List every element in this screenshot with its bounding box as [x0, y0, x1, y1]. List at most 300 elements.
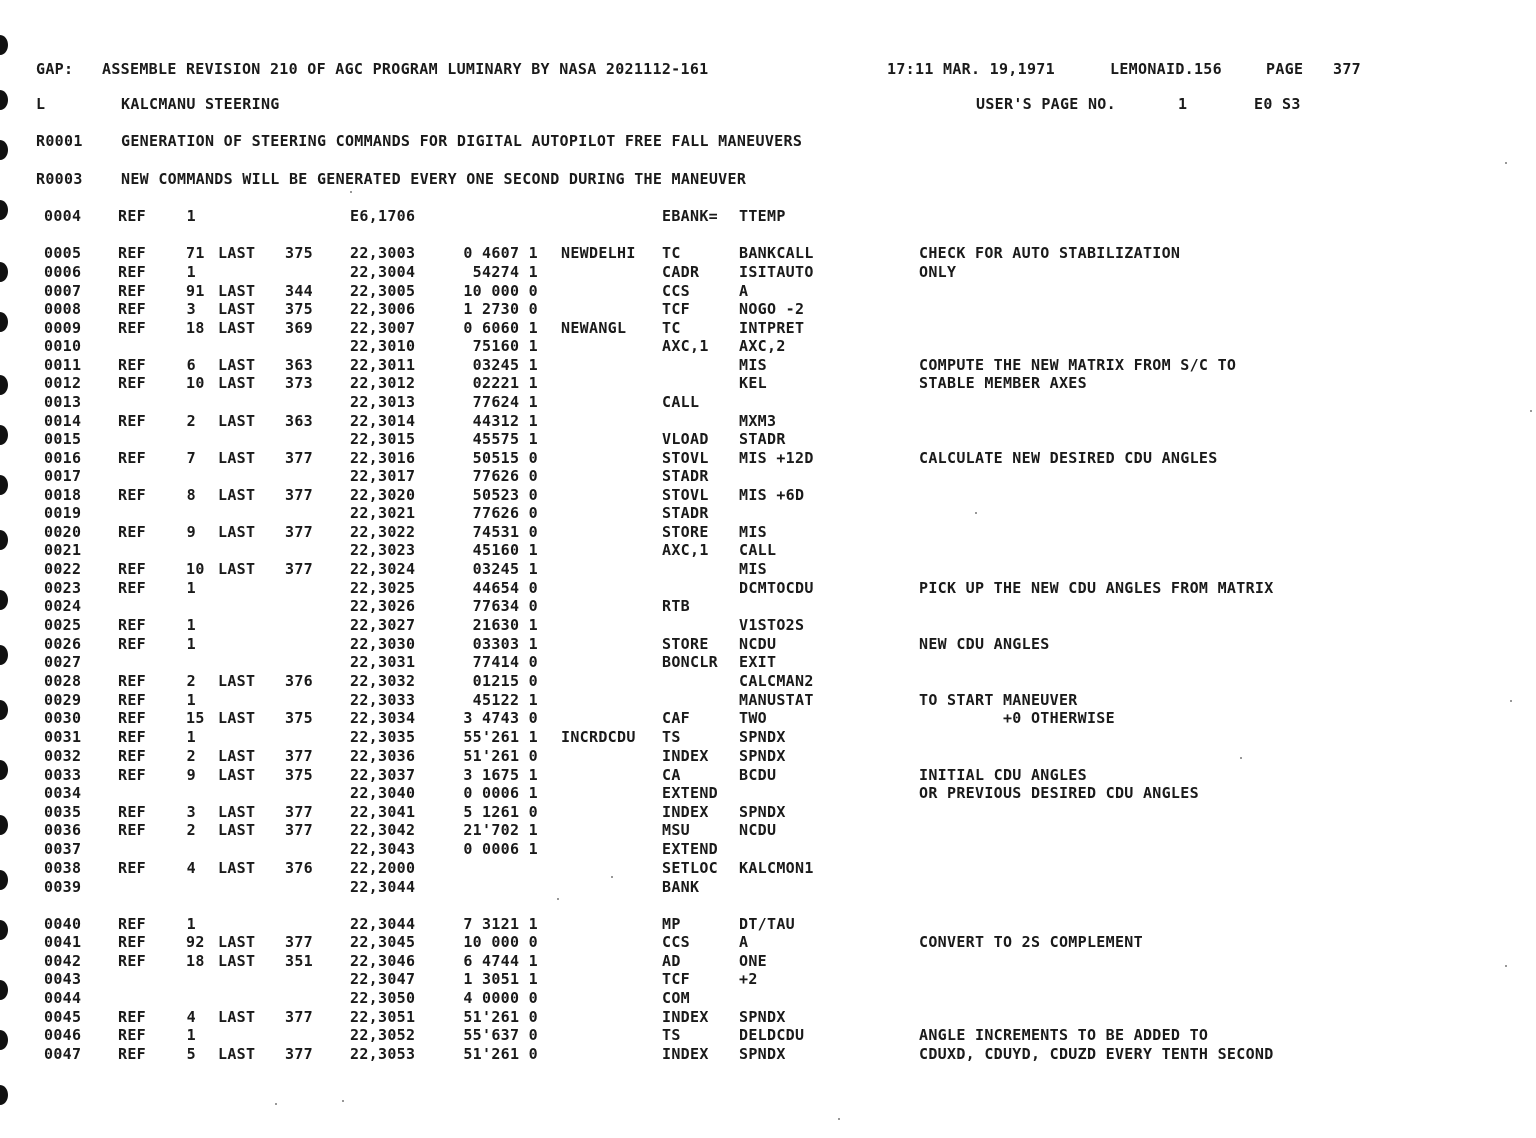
- comment: INITIAL CDU ANGLES: [919, 766, 1087, 784]
- opcode: COM: [662, 989, 690, 1007]
- opcode: CCS: [662, 282, 690, 300]
- line-number: 0004: [44, 207, 82, 225]
- machine-code: 44654 0: [472, 579, 538, 597]
- sprocket-hole: [0, 1085, 8, 1105]
- listing-row: [0, 430, 1536, 448]
- line-number: 0007: [44, 282, 82, 300]
- ref-label: REF: [118, 356, 146, 374]
- last-page: 377: [285, 747, 313, 765]
- ref-count: 4: [186, 1008, 196, 1026]
- address: 22,3017: [350, 467, 416, 485]
- ref-label: REF: [118, 728, 146, 746]
- listing-row: [0, 616, 1536, 634]
- machine-code: 1 2730 0: [463, 300, 538, 318]
- operand: MIS +12D: [739, 449, 814, 467]
- machine-code: 10 000 0: [463, 282, 538, 300]
- ref-label: REF: [118, 244, 146, 262]
- ref-label: REF: [118, 319, 146, 337]
- listing-row: [0, 412, 1536, 430]
- ref-label: REF: [118, 933, 146, 951]
- address: 22,3012: [350, 374, 416, 392]
- machine-code: 5 1261 0: [463, 803, 538, 821]
- last-page: 375: [285, 709, 313, 727]
- line-number: 0046: [44, 1026, 82, 1044]
- ref-label: REF: [118, 486, 146, 504]
- ref-label: REF: [118, 766, 146, 784]
- line-number: 0022: [44, 560, 82, 578]
- comment: ONLY: [919, 263, 957, 281]
- opcode: AD: [662, 952, 681, 970]
- opcode: MSU: [662, 821, 690, 839]
- last-page: 376: [285, 672, 313, 690]
- machine-code: 77634 0: [472, 597, 538, 615]
- operand: CALL: [739, 541, 777, 559]
- last-label: LAST: [218, 933, 256, 951]
- listing-row: [0, 728, 1536, 746]
- line-number: 0014: [44, 412, 82, 430]
- machine-code: 0 6060 1: [463, 319, 538, 337]
- comment: COMPUTE THE NEW MATRIX FROM S/C TO: [919, 356, 1237, 374]
- ref-count: 7: [186, 449, 196, 467]
- ref-count: 1: [186, 635, 196, 653]
- opcode: CA: [662, 766, 681, 784]
- label: NEWANGL: [561, 319, 627, 337]
- ref-label: REF: [118, 579, 146, 597]
- listing-row: [0, 766, 1536, 784]
- ref-count: 4: [186, 859, 196, 877]
- last-label: LAST: [218, 747, 256, 765]
- line-number: 0025: [44, 616, 82, 634]
- ref-count: 2: [186, 747, 196, 765]
- machine-code: 1 3051 1: [463, 970, 538, 988]
- paper-speck: [975, 512, 977, 514]
- listing-row: [0, 467, 1536, 485]
- listing-row: [0, 635, 1536, 653]
- operand: EXIT: [739, 653, 777, 671]
- listing-row: [0, 282, 1536, 300]
- operand: INTPRET: [739, 319, 805, 337]
- opcode: AXC,1: [662, 541, 709, 559]
- opcode: STORE: [662, 523, 709, 541]
- address: 22,3051: [350, 1008, 416, 1026]
- paper-speck: [350, 191, 352, 193]
- operand: ISITAUTO: [739, 263, 814, 281]
- listing-row: [0, 933, 1536, 951]
- address: 22,3015: [350, 430, 416, 448]
- machine-code: 55'261 1: [463, 728, 538, 746]
- opcode: EXTEND: [662, 840, 718, 858]
- machine-code: 77624 1: [472, 393, 538, 411]
- machine-code: 75160 1: [472, 337, 538, 355]
- last-label: LAST: [218, 319, 256, 337]
- ref-count: 18: [186, 952, 205, 970]
- address: 22,3026: [350, 597, 416, 615]
- line-number: 0015: [44, 430, 82, 448]
- opcode: INDEX: [662, 1008, 709, 1026]
- last-label: LAST: [218, 1045, 256, 1063]
- operand: CALCMAN2: [739, 672, 814, 690]
- listing-row: [0, 263, 1536, 281]
- listing-row: [0, 319, 1536, 337]
- operand: KALCMON1: [739, 859, 814, 877]
- address: 22,3014: [350, 412, 416, 430]
- last-label: LAST: [218, 1008, 256, 1026]
- opcode: STOVL: [662, 486, 709, 504]
- listing-row: [0, 523, 1536, 541]
- listing-row: [0, 952, 1536, 970]
- line-number: 0042: [44, 952, 82, 970]
- listing-row: [0, 579, 1536, 597]
- comment: TO START MANEUVER: [919, 691, 1078, 709]
- opcode: MP: [662, 915, 681, 933]
- paper-speck: [1505, 162, 1507, 164]
- ref-count: 1: [186, 616, 196, 634]
- listing-row: [0, 300, 1536, 318]
- last-label: LAST: [218, 766, 256, 784]
- address: 22,3030: [350, 635, 416, 653]
- opcode: CCS: [662, 933, 690, 951]
- listing-row: [0, 803, 1536, 821]
- address: 22,3037: [350, 766, 416, 784]
- last-page: 377: [285, 486, 313, 504]
- address: 22,3004: [350, 263, 416, 281]
- opcode: TC: [662, 244, 681, 262]
- line-number: 0044: [44, 989, 82, 1007]
- machine-code: 77626 0: [472, 467, 538, 485]
- operand: BCDU: [739, 766, 777, 784]
- address: 22,3046: [350, 952, 416, 970]
- operand: SPNDX: [739, 728, 786, 746]
- paper-speck: [1240, 757, 1242, 759]
- ref-count: 91: [186, 282, 205, 300]
- address: 22,3044: [350, 915, 416, 933]
- operand: SPNDX: [739, 1045, 786, 1063]
- machine-code: 01215 0: [472, 672, 538, 690]
- line-number: 0045: [44, 1008, 82, 1026]
- listing-row: [0, 878, 1536, 896]
- operand: DELDCDU: [739, 1026, 805, 1044]
- address: 22,3040: [350, 784, 416, 802]
- line-number: 0013: [44, 393, 82, 411]
- ref-count: 71: [186, 244, 205, 262]
- listing-row: [0, 989, 1536, 1007]
- opcode: CADR: [662, 263, 700, 281]
- listing-row: [0, 374, 1536, 392]
- last-page: 376: [285, 859, 313, 877]
- page-number: 377: [1333, 60, 1361, 78]
- operand: A: [739, 933, 749, 951]
- operand: NCDU: [739, 635, 777, 653]
- address: 22,3031: [350, 653, 416, 671]
- address: 22,3011: [350, 356, 416, 374]
- address: 22,3036: [350, 747, 416, 765]
- opcode: TS: [662, 1026, 681, 1044]
- ref-label: REF: [118, 635, 146, 653]
- operand: NCDU: [739, 821, 777, 839]
- address: 22,3005: [350, 282, 416, 300]
- machine-code: 45160 1: [472, 541, 538, 559]
- ref-count: 1: [186, 728, 196, 746]
- operand: A: [739, 282, 749, 300]
- ref-count: 15: [186, 709, 205, 727]
- address: 22,3024: [350, 560, 416, 578]
- opcode: INDEX: [662, 803, 709, 821]
- operand: V1STO2S: [739, 616, 805, 634]
- remark-text: GENERATION OF STEERING COMMANDS FOR DIGITAL AUTOPILOT FREE FALL MANEUVERS: [121, 132, 803, 150]
- line-number: 0027: [44, 653, 82, 671]
- machine-code: 44312 1: [472, 412, 538, 430]
- opcode: EBANK=: [662, 207, 718, 225]
- remark-id: R0003: [36, 170, 83, 188]
- ref-count: 10: [186, 374, 205, 392]
- operand: TTEMP: [739, 207, 786, 225]
- listing-row: [0, 915, 1536, 933]
- address: 22,3052: [350, 1026, 416, 1044]
- ref-label: REF: [118, 560, 146, 578]
- listing-row: [0, 653, 1536, 671]
- last-label: LAST: [218, 449, 256, 467]
- line-number: 0010: [44, 337, 82, 355]
- address: 22,3007: [350, 319, 416, 337]
- line-number: 0038: [44, 859, 82, 877]
- operand: NOGO -2: [739, 300, 805, 318]
- line-number: 0047: [44, 1045, 82, 1063]
- line-number: 0041: [44, 933, 82, 951]
- users-page-number: 1: [1178, 95, 1188, 113]
- comment: PICK UP THE NEW CDU ANGLES FROM MATRIX: [919, 579, 1274, 597]
- last-label: LAST: [218, 300, 256, 318]
- last-page: 375: [285, 766, 313, 784]
- listing-row: [0, 691, 1536, 709]
- machine-code: 45122 1: [472, 691, 538, 709]
- comment: CHECK FOR AUTO STABILIZATION: [919, 244, 1181, 262]
- address: 22,3042: [350, 821, 416, 839]
- machine-code: 54274 1: [472, 263, 538, 281]
- operand: BANKCALL: [739, 244, 814, 262]
- last-page: 377: [285, 933, 313, 951]
- machine-code: 4 0000 0: [463, 989, 538, 1007]
- paper-speck: [838, 1118, 840, 1120]
- paper-speck: [1510, 700, 1512, 702]
- operand: KEL: [739, 374, 767, 392]
- label: INCRDCDU: [561, 728, 636, 746]
- last-page: 375: [285, 300, 313, 318]
- line-number: 0029: [44, 691, 82, 709]
- listing-row: [0, 486, 1536, 504]
- machine-code: 0 0006 1: [463, 784, 538, 802]
- page-label: PAGE: [1266, 60, 1304, 78]
- listing-row: [0, 356, 1536, 374]
- line-number: 0018: [44, 486, 82, 504]
- ref-count: 3: [186, 803, 196, 821]
- machine-code: 03245 1: [472, 356, 538, 374]
- last-label: LAST: [218, 282, 256, 300]
- sprocket-hole: [0, 35, 8, 55]
- opcode: SETLOC: [662, 859, 718, 877]
- last-label: LAST: [218, 560, 256, 578]
- last-label: LAST: [218, 412, 256, 430]
- operand: MIS: [739, 523, 767, 541]
- opcode: STOVL: [662, 449, 709, 467]
- ref-count: 1: [186, 207, 196, 225]
- address: 22,3003: [350, 244, 416, 262]
- remark-text: NEW COMMANDS WILL BE GENERATED EVERY ONE SECOND DURING THE MANEUVER: [121, 170, 747, 188]
- line-number: 0017: [44, 467, 82, 485]
- address: 22,3027: [350, 616, 416, 634]
- ref-count: 9: [186, 766, 196, 784]
- line-number: 0032: [44, 747, 82, 765]
- listing-row: [0, 541, 1536, 559]
- address: 22,3006: [350, 300, 416, 318]
- ref-count: 1: [186, 691, 196, 709]
- comment: CALCULATE NEW DESIRED CDU ANGLES: [919, 449, 1218, 467]
- listing-row: [0, 672, 1536, 690]
- last-label: LAST: [218, 374, 256, 392]
- operand: +2: [739, 970, 758, 988]
- line-number: 0033: [44, 766, 82, 784]
- address: 22,3022: [350, 523, 416, 541]
- line-number: 0034: [44, 784, 82, 802]
- comment: OR PREVIOUS DESIRED CDU ANGLES: [919, 784, 1199, 802]
- ref-label: REF: [118, 300, 146, 318]
- listing-row: [0, 1026, 1536, 1044]
- opcode: STADR: [662, 504, 709, 522]
- machine-code: 3 1675 1: [463, 766, 538, 784]
- line-number: 0021: [44, 541, 82, 559]
- ref-label: REF: [118, 523, 146, 541]
- last-page: 377: [285, 449, 313, 467]
- listing-row: [0, 337, 1536, 355]
- last-label: LAST: [218, 672, 256, 690]
- opcode: VLOAD: [662, 430, 709, 448]
- ref-count: 5: [186, 1045, 196, 1063]
- operand: DT/TAU: [739, 915, 795, 933]
- line-number: 0019: [44, 504, 82, 522]
- opcode: BANK: [662, 878, 700, 896]
- machine-code: 0 0006 1: [463, 840, 538, 858]
- ref-label: REF: [118, 747, 146, 765]
- address: 22,3016: [350, 449, 416, 467]
- ref-label: REF: [118, 449, 146, 467]
- line-number: 0012: [44, 374, 82, 392]
- address: 22,3053: [350, 1045, 416, 1063]
- line-number: 0023: [44, 579, 82, 597]
- label: NEWDELHI: [561, 244, 636, 262]
- operand: MIS +6D: [739, 486, 805, 504]
- operand: MANUSTAT: [739, 691, 814, 709]
- assemble-title: ASSEMBLE REVISION 210 OF AGC PROGRAM LUMINARY BY NASA 2021112-161: [102, 60, 709, 78]
- line-number: 0036: [44, 821, 82, 839]
- address: 22,3047: [350, 970, 416, 988]
- last-label: LAST: [218, 821, 256, 839]
- address: 22,3020: [350, 486, 416, 504]
- machine-code: 03303 1: [472, 635, 538, 653]
- ref-label: REF: [118, 691, 146, 709]
- address: 22,3032: [350, 672, 416, 690]
- machine-code: 45575 1: [472, 430, 538, 448]
- opcode: STORE: [662, 635, 709, 653]
- address: 22,3050: [350, 989, 416, 1007]
- listing-row: [0, 747, 1536, 765]
- line-number: 0024: [44, 597, 82, 615]
- address: 22,3023: [350, 541, 416, 559]
- ref-count: 1: [186, 1026, 196, 1044]
- operand: SPNDX: [739, 803, 786, 821]
- ref-count: 9: [186, 523, 196, 541]
- ref-count: 3: [186, 300, 196, 318]
- last-label: LAST: [218, 244, 256, 262]
- ref-count: 2: [186, 672, 196, 690]
- ref-count: 1: [186, 915, 196, 933]
- machine-code: 03245 1: [472, 560, 538, 578]
- last-label: LAST: [218, 486, 256, 504]
- machine-code: 0 4607 1: [463, 244, 538, 262]
- line-number: 0028: [44, 672, 82, 690]
- ref-count: 1: [186, 263, 196, 281]
- address: 22,3041: [350, 803, 416, 821]
- line-number: 0016: [44, 449, 82, 467]
- address: 22,3033: [350, 691, 416, 709]
- opcode: TC: [662, 319, 681, 337]
- ref-count: 92: [186, 933, 205, 951]
- listing-row: [0, 821, 1536, 839]
- operand: ONE: [739, 952, 767, 970]
- machine-code: 74531 0: [472, 523, 538, 541]
- last-page: 375: [285, 244, 313, 262]
- operand: AXC,2: [739, 337, 786, 355]
- ref-label: REF: [118, 282, 146, 300]
- users-page-label: USER'S PAGE NO.: [976, 95, 1116, 113]
- address: 22,3013: [350, 393, 416, 411]
- line-number: 0008: [44, 300, 82, 318]
- machine-code: 02221 1: [472, 374, 538, 392]
- comment: ANGLE INCREMENTS TO BE ADDED TO: [919, 1026, 1209, 1044]
- last-page: 377: [285, 1045, 313, 1063]
- comment: +0 OTHERWISE: [919, 709, 1115, 727]
- comment: NEW CDU ANGLES: [919, 635, 1050, 653]
- opcode: TS: [662, 728, 681, 746]
- gap-label: GAP:: [36, 60, 74, 78]
- listing-row: [0, 840, 1536, 858]
- timestamp: 17:11 MAR. 19,1971: [887, 60, 1055, 78]
- last-page: 363: [285, 412, 313, 430]
- address: 22,3045: [350, 933, 416, 951]
- line-number: 0040: [44, 915, 82, 933]
- address: 22,2000: [350, 859, 416, 877]
- last-page: 377: [285, 1008, 313, 1026]
- ref-label: REF: [118, 803, 146, 821]
- machine-code: 55'637 0: [463, 1026, 538, 1044]
- ref-count: 2: [186, 821, 196, 839]
- opcode: CAF: [662, 709, 690, 727]
- ref-count: 6: [186, 356, 196, 374]
- ref-label: REF: [118, 374, 146, 392]
- machine-code: 51'261 0: [463, 1045, 538, 1063]
- listing-row: [0, 393, 1536, 411]
- operand: SPNDX: [739, 1008, 786, 1026]
- machine-code: 6 4744 1: [463, 952, 538, 970]
- machine-code: 3 4743 0: [463, 709, 538, 727]
- listing-row: [0, 449, 1536, 467]
- comment: STABLE MEMBER AXES: [919, 374, 1087, 392]
- operand: DCMTOCDU: [739, 579, 814, 597]
- last-page: 377: [285, 523, 313, 541]
- ref-count: 10: [186, 560, 205, 578]
- operand: MIS: [739, 560, 767, 578]
- address: 22,3035: [350, 728, 416, 746]
- ref-label: REF: [118, 1026, 146, 1044]
- listing-row: [0, 1008, 1536, 1026]
